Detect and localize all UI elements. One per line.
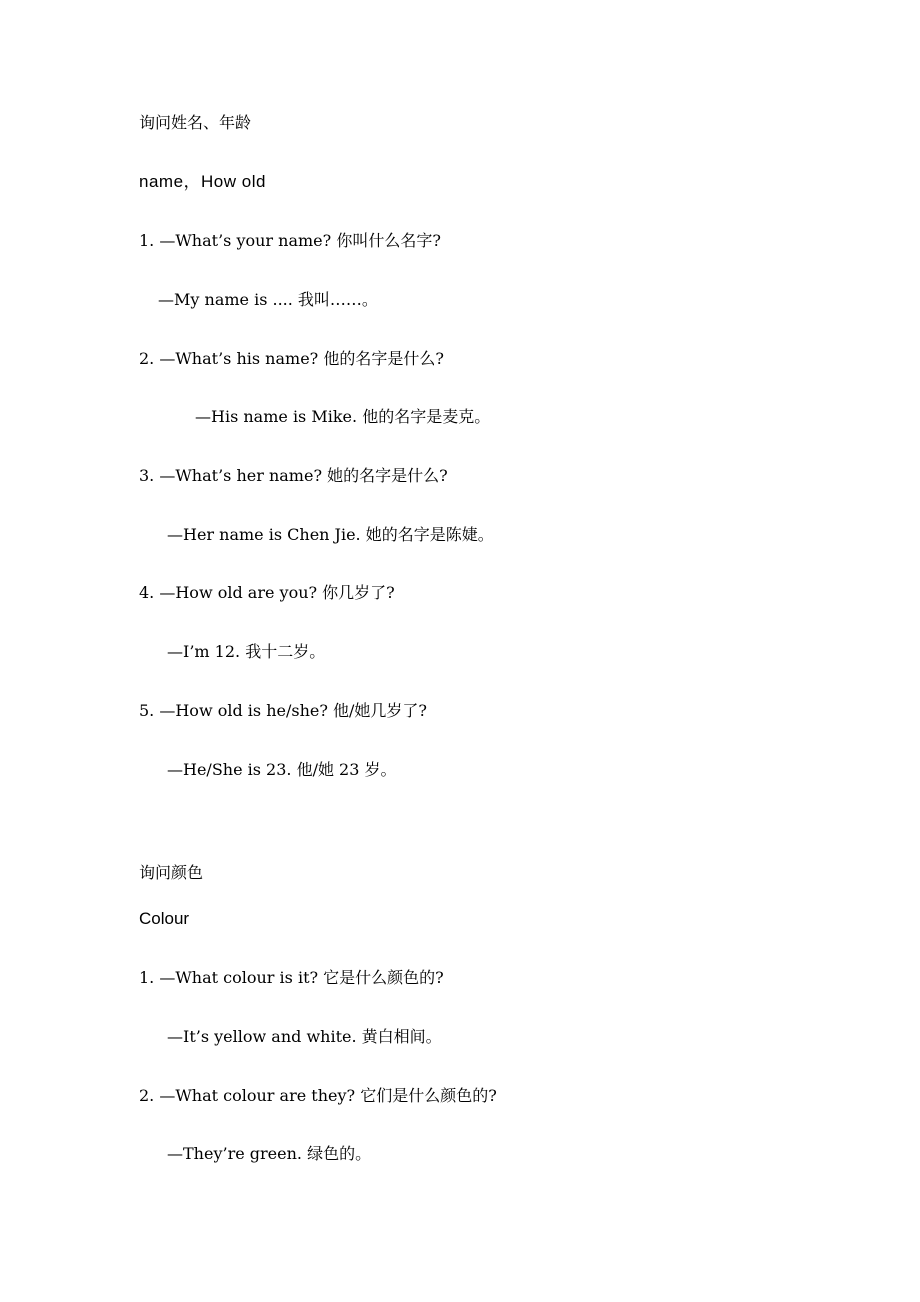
section-heading-colour-cn: 询问颜色 <box>139 863 204 882</box>
answer-1: —My name is .... 我叫……。 <box>158 290 378 309</box>
colour-question-2: 2. —What colour are they? 它们是什么颜色的? <box>139 1086 497 1105</box>
answer-2: —His name is Mike. 他的名字是麦克。 <box>195 407 491 426</box>
question-5: 5. —How old is he/she? 他/她几岁了? <box>139 701 427 720</box>
colour-answer-2: —They’re green. 绿色的。 <box>167 1144 372 1163</box>
section-heading-colour-en: Colour <box>139 909 190 928</box>
colour-question-1: 1. —What colour is it? 它是什么颜色的? <box>139 968 444 987</box>
section-heading-name-age-cn: 询问姓名、年龄 <box>139 113 252 132</box>
answer-3: —Her name is Chen Jie. 她的名字是陈婕。 <box>167 525 494 544</box>
answer-4: —I’m 12. 我十二岁。 <box>167 642 326 661</box>
question-4: 4. —How old are you? 你几岁了? <box>139 583 395 602</box>
question-1: 1. —What’s your name? 你叫什么名字? <box>139 231 441 250</box>
question-3: 3. —What’s her name? 她的名字是什么? <box>139 466 448 485</box>
section-heading-name-age-en: name，How old <box>139 172 266 191</box>
question-2: 2. —What’s his name? 他的名字是什么? <box>139 349 444 368</box>
answer-5: —He/She is 23. 他/她 23 岁。 <box>167 760 397 779</box>
colour-answer-1: —It’s yellow and white. 黄白相间。 <box>167 1027 442 1046</box>
